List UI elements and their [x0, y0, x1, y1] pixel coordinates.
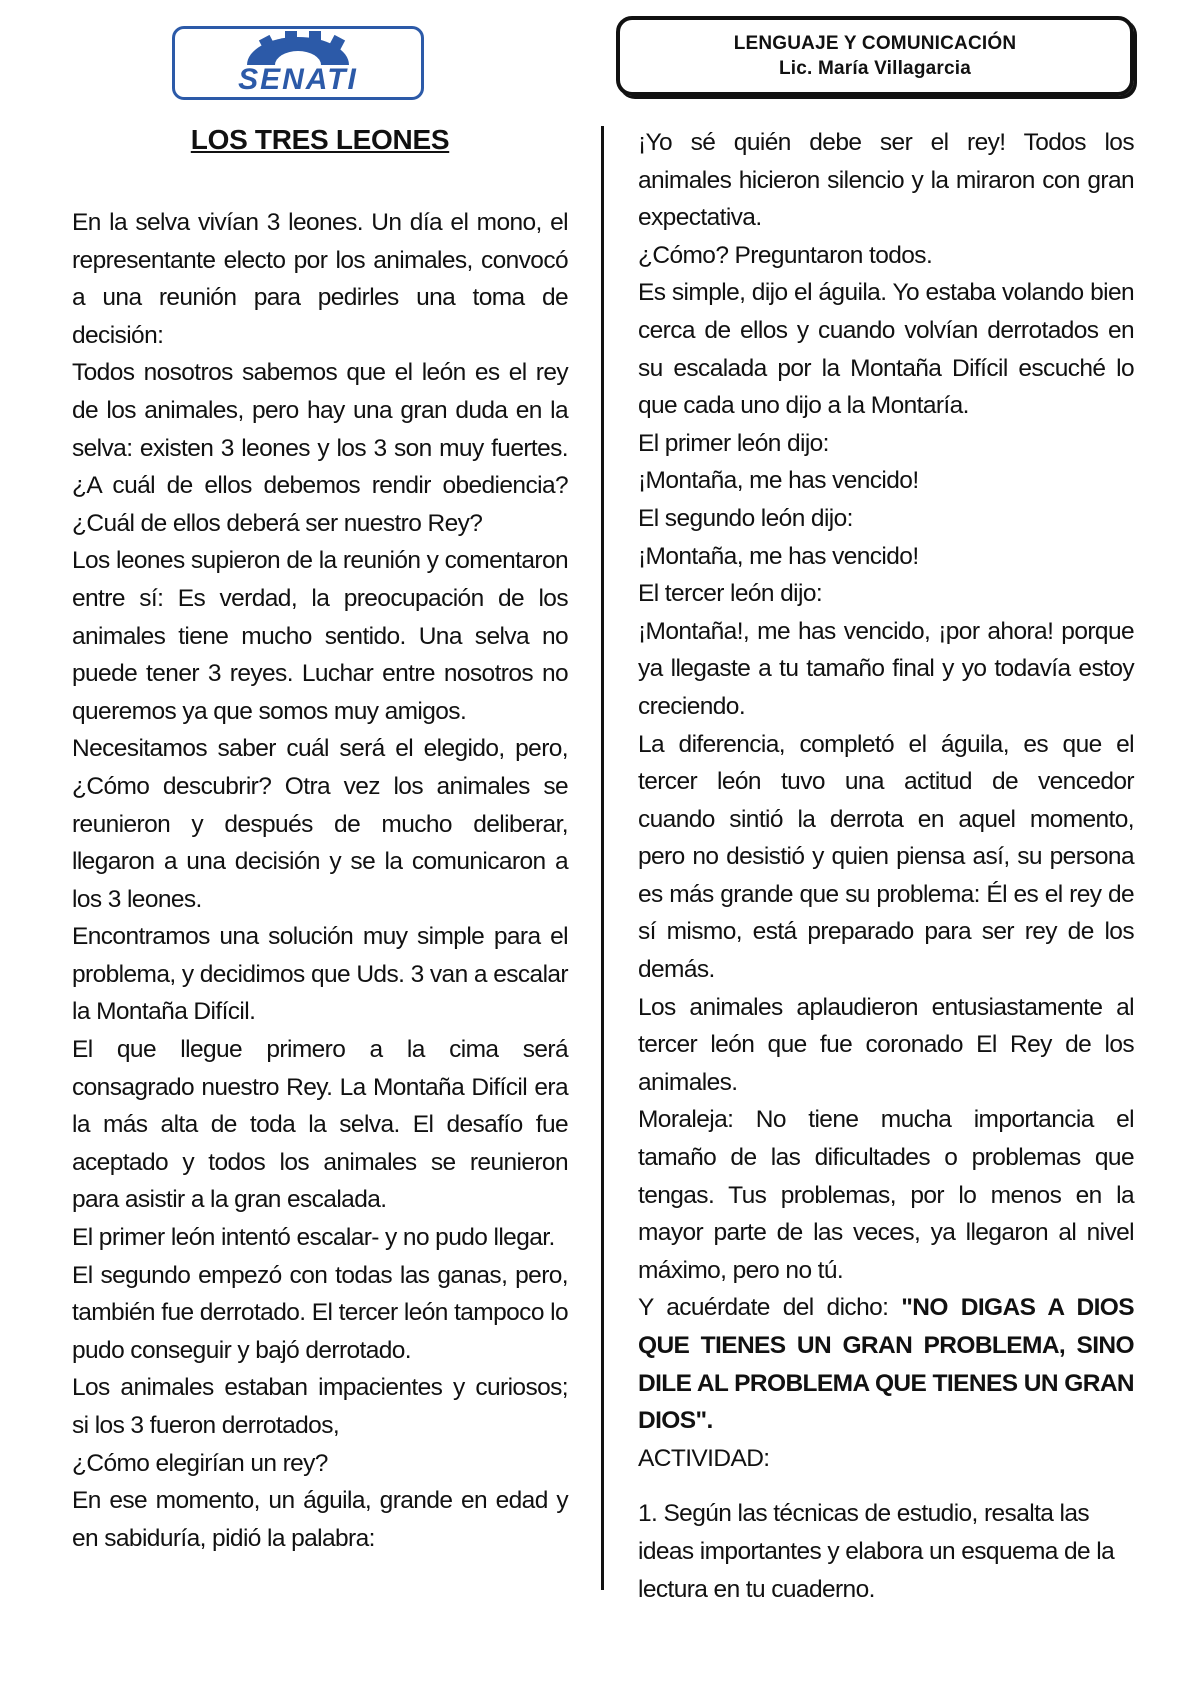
- paragraph: ¡Montaña!, me has vencido, ¡por ahora! porque ya llegaste a tu tamaño final y yo todavía estoy creciendo.: [638, 617, 1134, 720]
- paragraph: El primer león dijo:: [638, 429, 829, 457]
- paragraph: El segundo empezó con todas las ganas, pero, también fue derrotado. El tercer león tampoco lo pudo conseguir y bajó derrotado.: [72, 1261, 568, 1364]
- paragraph: Moraleja: No tiene mucha importancia el tamaño de las dificultades o problemas que tengas. Tus problemas, por lo menos en la mayor parte de las veces, ya llegaron al nivel máximo, pero no tú.: [638, 1106, 1134, 1284]
- paragraph: El tercer león dijo:: [638, 580, 823, 608]
- paragraph: ¿Cómo elegirían un rey?: [72, 1449, 328, 1477]
- column-divider: [601, 126, 604, 1590]
- paragraph: Los animales aplaudieron entusiastamente al tercer león que fue coronado El Rey de los animales.: [638, 993, 1134, 1096]
- activity-label: ACTIVIDAD:: [638, 1444, 770, 1472]
- activity-item: 1. Según las técnicas de estudio, resalta las ideas importantes y elabora un esquema de la lectura en tu cuaderno.: [638, 1500, 1115, 1603]
- paragraph: La diferencia, completó el águila, es que el tercer león tuvo una actitud de vencedor cuando sintió la derrota en aquel momento, pero no desistió y quien piensa así, su persona es más grande que su problema: Él es el rey de sí mismo, está preparado para ser rey de los demás.: [638, 730, 1134, 984]
- right-column: [638, 124, 1134, 1608]
- closing-quote: "NO DIGAS A DIOS QUE TIENES UN GRAN PROBLEMA, SINO DILE AL PROBLEMA QUE TIENES UN GRAN DIOS".: [638, 1294, 1134, 1435]
- left-column: [72, 204, 568, 1557]
- paragraph: Es simple, dijo el águila. Yo estaba volando bien cerca de ellos y cuando volvían derrotados en su escalada por la Montaña Difícil escuché lo que cada uno dijo a la Montaría.: [638, 279, 1134, 420]
- paragraph: El que llegue primero a la cima será consagrado nuestro Rey. La Montaña Difícil era la más alta de toda la selva. El desafío fue aceptado y todos los animales se reunieron para asistir a la gran escalada.: [72, 1036, 568, 1214]
- paragraph: El segundo león dijo:: [638, 504, 853, 532]
- senati-logo: [172, 26, 424, 100]
- paragraph: Los animales estaban impacientes y curiosos; si los 3 fueron derrotados,: [72, 1374, 568, 1439]
- paragraph: El primer león intentó escalar- y no pudo llegar.: [72, 1224, 555, 1252]
- course-header: [616, 16, 1134, 96]
- svg-text:SENATI: SENATI: [238, 63, 358, 96]
- paragraph: Necesitamos saber cuál será el elegido, pero, ¿Cómo descubrir? Otra vez los animales se reunieron y después de mucho deliberar, llegaron a una decisión y se la comunicaron a los 3 leones.: [72, 735, 568, 913]
- closing-lead: Y acuérdate del dicho:: [638, 1294, 902, 1322]
- paragraph: ¡Montaña, me has vencido!: [638, 542, 919, 570]
- course-name: LENGUAJE Y COMUNICACIÓN: [733, 33, 1017, 54]
- paragraph: En ese momento, un águila, grande en edad y en sabiduría, pidió la palabra:: [72, 1487, 568, 1552]
- teacher-name: Lic. María Villagarcia: [778, 58, 972, 79]
- closing-saying: [638, 1289, 1134, 1439]
- paragraph: En la selva vivían 3 leones. Un día el mono, el representante electo por los animales, convocó a una reunión para pedirles una toma de decisión:: [72, 209, 568, 349]
- paragraph: Los leones supieron de la reunión y comentaron entre sí: Es verdad, la preocupación de los animales tiene mucho sentido. Una selva no puede tener 3 reyes. Luchar entre nosotros no queremos ya que somos muy amigos.: [72, 547, 568, 725]
- paragraph: ¡Montaña, me has vencido!: [638, 467, 919, 495]
- paragraph: ¡Yo sé quién debe ser el rey! Todos los animales hicieron silencio y la miraron con gran expectativa.: [638, 129, 1134, 232]
- paragraph: ¿Cómo? Preguntaron todos.: [638, 241, 933, 269]
- gear-logo-icon: [175, 29, 421, 97]
- paragraph: Todos nosotros sabemos que el león es el rey de los animales, pero hay una gran duda en la selva: existen 3 leones y los 3 son muy fuertes. ¿A cuál de ellos debemos rendir obediencia? ¿Cuál de ellos deberá ser nuestro Rey?: [72, 359, 568, 537]
- paragraph: Encontramos una solución muy simple para el problema, y decidimos que Uds. 3 van a escalar la Montaña Difícil.: [72, 923, 568, 1026]
- page-title: LOS TRES LEONES: [190, 124, 450, 155]
